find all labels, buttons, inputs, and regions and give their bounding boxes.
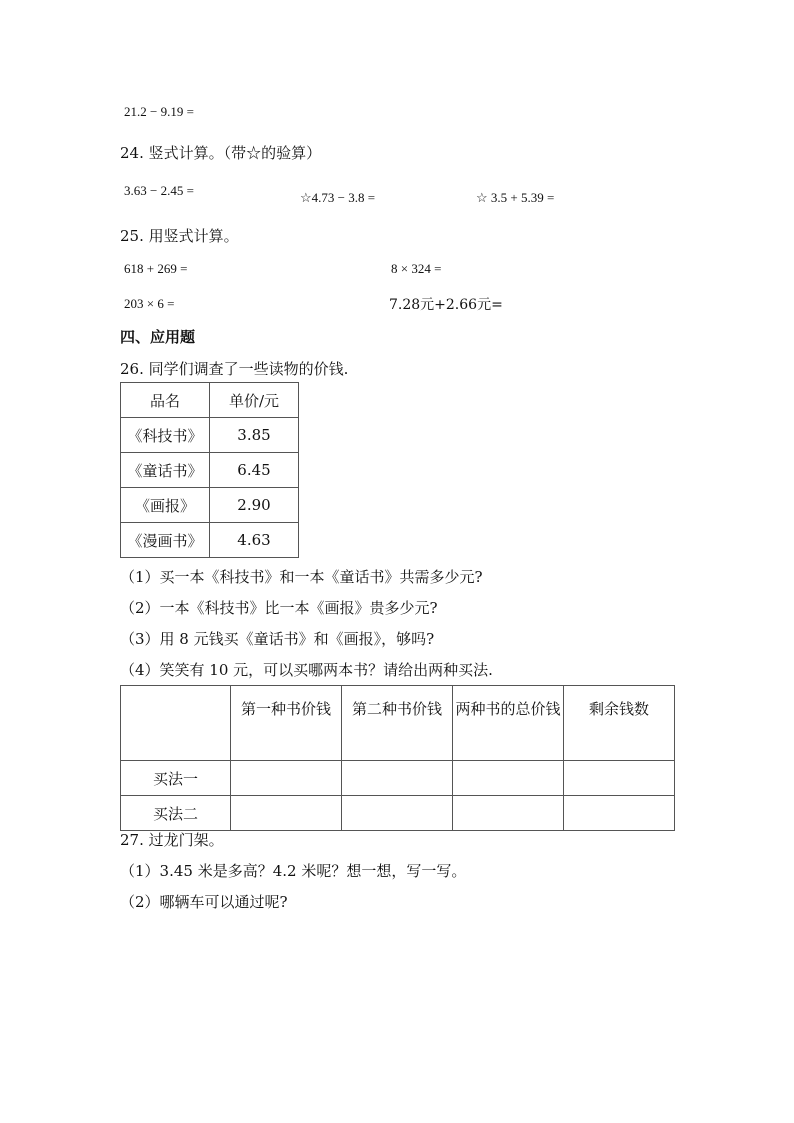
book-name-cell: 《科技书》	[121, 418, 210, 453]
answer-cell[interactable]	[564, 796, 675, 831]
q25-equation-4: 7.28元+2.66元=	[389, 297, 503, 313]
plan-table-header	[121, 686, 231, 761]
price-cell: 6.45	[210, 453, 299, 488]
answer-cell[interactable]	[342, 796, 453, 831]
price-table-header: 品名	[121, 383, 210, 418]
plan-table-header: 第二种书价钱	[342, 686, 453, 761]
book-name-cell: 《童话书》	[121, 453, 210, 488]
q27-sub-2: （2）哪辆车可以通过呢?	[120, 893, 288, 911]
q26-sub-1: （1）买一本《科技书》和一本《童话书》共需多少元?	[120, 568, 483, 586]
plan-table-header: 第一种书价钱	[231, 686, 342, 761]
plan-row-label: 买法一	[121, 761, 231, 796]
answer-cell[interactable]	[231, 761, 342, 796]
price-cell: 3.85	[210, 418, 299, 453]
plan-table-header: 剩余钱数	[564, 686, 675, 761]
book-name-cell: 《漫画书》	[121, 523, 210, 558]
table-row	[121, 796, 675, 831]
q27-sub-1: （1）3.45 米是多高？4.2 米呢？想一想，写一写。	[120, 862, 467, 880]
q24-equation-1: 3.63 − 2.45 =	[124, 183, 194, 198]
price-cell: 4.63	[210, 523, 299, 558]
q25-equation-2: 8 × 324 =	[391, 261, 442, 276]
q25-equation-1: 618 + 269 =	[124, 261, 188, 276]
table-row	[121, 488, 299, 523]
q23-equation: 21.2 − 9.19 =	[124, 104, 194, 119]
q24-title: 24. 竖式计算。（带☆的验算）	[120, 144, 322, 162]
table-row	[121, 418, 299, 453]
q26-title: 26. 同学们调查了一些读物的价钱.	[120, 360, 349, 378]
table-row	[121, 523, 299, 558]
answer-cell[interactable]	[453, 796, 564, 831]
answer-cell[interactable]	[231, 796, 342, 831]
price-cell: 2.90	[210, 488, 299, 523]
table-row	[121, 453, 299, 488]
q25-equation-3: 203 × 6 =	[124, 296, 175, 311]
q24-equation-2: ☆4.73 − 3.8 =	[300, 190, 376, 205]
price-table-header: 单价/元	[210, 383, 299, 418]
answer-cell[interactable]	[342, 761, 453, 796]
section-4-title: 四、应用题	[120, 328, 196, 346]
price-table	[120, 382, 299, 558]
q26-sub-2: （2）一本《科技书》比一本《画报》贵多少元?	[120, 599, 438, 617]
plan-table-header: 两种书的总价钱	[453, 686, 564, 761]
answer-cell[interactable]	[564, 761, 675, 796]
table-row	[121, 761, 675, 796]
plan-table	[120, 685, 675, 831]
q27-title: 27. 过龙门架。	[120, 831, 224, 849]
book-name-cell: 《画报》	[121, 488, 210, 523]
plan-row-label: 买法二	[121, 796, 231, 831]
q26-sub-4: （4）笑笑有 10 元，可以买哪两本书？请给出两种买法.	[120, 661, 493, 679]
q25-title: 25. 用竖式计算。	[120, 227, 239, 245]
answer-cell[interactable]	[453, 761, 564, 796]
q26-sub-3: （3）用 8 元钱买《童话书》和《画报》，够吗?	[120, 630, 435, 648]
q24-equation-3: ☆ 3.5 + 5.39 =	[476, 190, 555, 205]
